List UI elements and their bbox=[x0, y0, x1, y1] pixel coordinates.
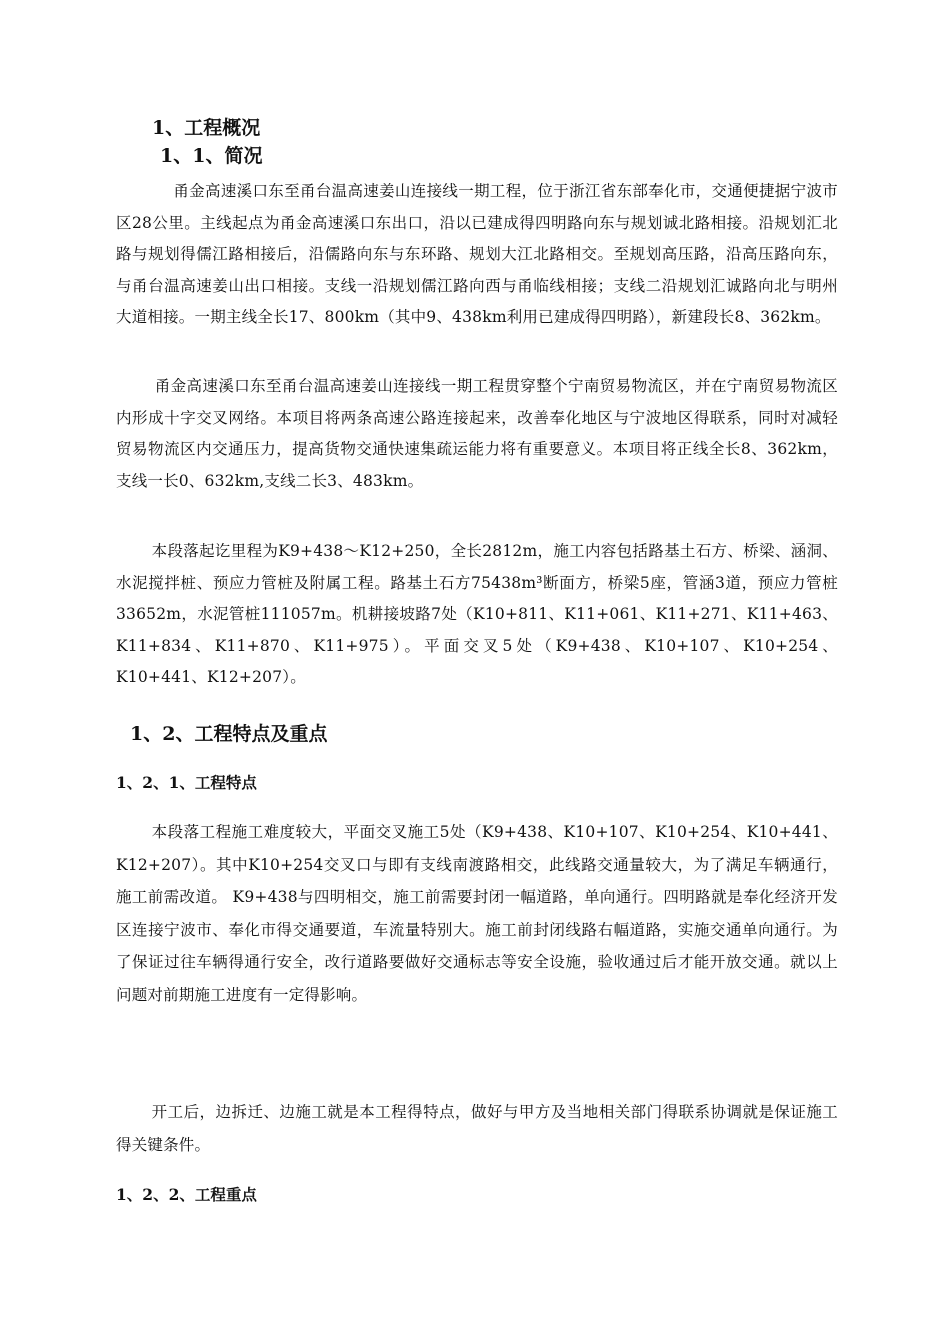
paragraph-construction-coordination: 开工后，边拆迁、边施工就是本工程得特点，做好与甲方及当地相关部门得联系协调就是保证施工得关键条件。 bbox=[116, 1103, 838, 1154]
subsection-heading-features: 1、2、1、工程特点 bbox=[116, 773, 257, 792]
section-heading-features-key-points: 1、2、工程特点及重点 bbox=[130, 723, 328, 745]
subsection-heading-key-points: 1、2、2、工程重点 bbox=[116, 1185, 257, 1204]
paragraph-project-location: 甬金高速溪口东至甬台温高速姜山连接线一期工程，位于浙江省东部奉化市，交通便捷据宁波市区28公里。主线起点为甬金高速溪口东出口，沿以已建成得四明路向东与规划诚北路相接。沿规划汇北路与规划得儒江路相接后，沿儒路向东与东环路、规划大江北路相交。至规划高压路，沿高压路向东，与甬台温高速姜山出口相接。支线一沿规划儒江路向西与甬临线相接；支线二沿规划汇诚路向北与明州大道相接。一期主线全长17、800km（其中9、438km利用已建成得四明路），新建段长8、362km。 bbox=[116, 182, 838, 326]
section-heading-summary: 1、1、简况 bbox=[160, 145, 263, 167]
paragraph-construction-difficulty: 本段落工程施工难度较大，平面交叉施工5处（K9+438、K10+107、K10+254、K10+441、K12+207）。其中K10+254交叉口与即有支线南渡路相交，此线路交通量较大，为了满足车辆通行，施工前需改道。 K9+438与四明相交，施工前需要封闭一幅道路，单向通行。四明路就是奉化经济开发区连接宁波市、奉化市得交通要道，车流量特别大。施工前封闭线路右幅道路，实施交通单向通行。为了保证过往车辆得通行安全，改行道路要做好交通标志等安全设施，验收通过后才能开放交通。就以上问题对前期施工进度有一定得影响。 bbox=[116, 823, 838, 1004]
paragraph-project-significance: 甬金高速溪口东至甬台温高速姜山连接线一期工程贯穿整个宁南贸易物流区，并在宁南贸易物流区内形成十字交叉网络。本项目将两条高速公路连接起来，改善奉化地区与宁波地区得联系，同时对减轻贸易物流区内交通压力，提高货物交通快速集疏运能力将有重要意义。本项目将正线全长8、362km，支线一长0、632km,支线二长3、483km。 bbox=[116, 377, 838, 490]
section-heading-overview: 1、工程概况 bbox=[152, 117, 261, 139]
paragraph-section-scope: 本段落起讫里程为K9+438～K12+250，全长2812m，施工内容包括路基土石方、桥梁、涵洞、水泥搅拌桩、预应力管桩及附属工程。路基土石方75438m³断面方，桥梁5座，管涵3道，预应力管桩33652m，水泥管桩111057m。机耕接坡路7处（K10+811、K11+061、K11+271、K11+463、K11+834、K11+870、K11+975）。平面交叉5处（K9+438、K10+107、K10+254、K10+441、K12+207）。 bbox=[116, 542, 838, 686]
